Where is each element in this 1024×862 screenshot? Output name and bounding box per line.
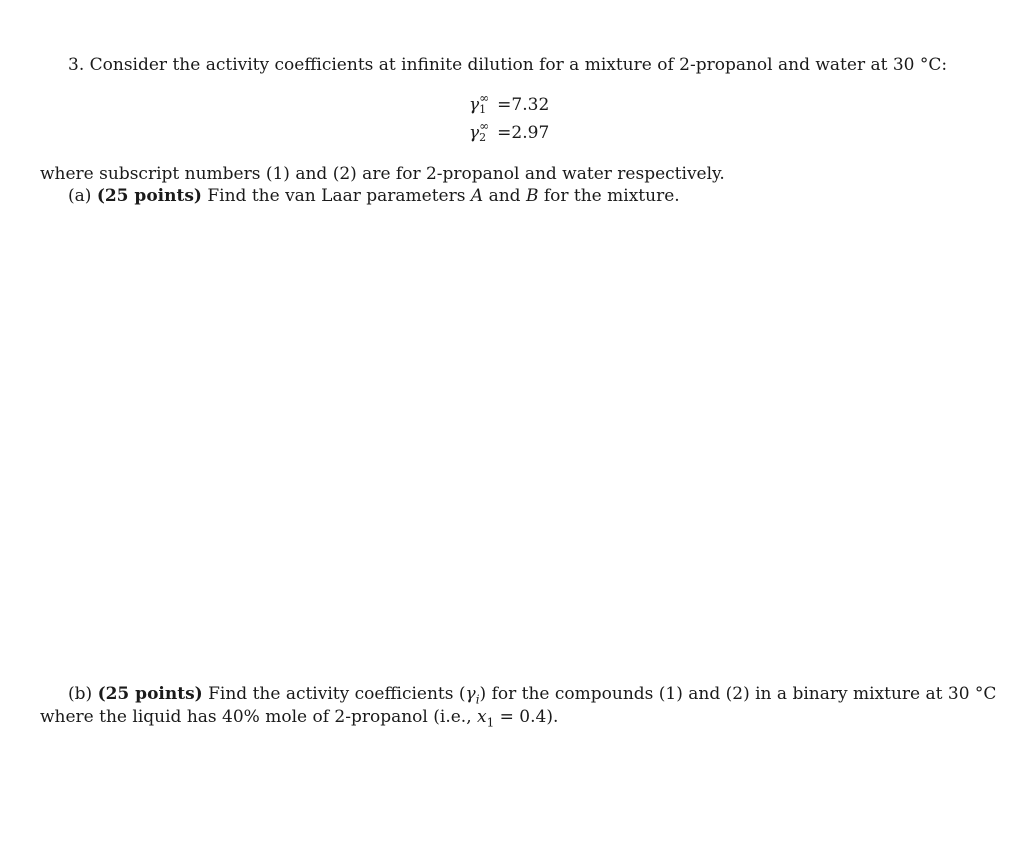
subscript-note: where subscript numbers (1) and (2) are for 2-propanol and water respectively. bbox=[40, 164, 725, 184]
gamma-symbol: γ bbox=[469, 95, 480, 115]
superscript-infinity: ∞ bbox=[479, 119, 490, 133]
equation-gamma1 bbox=[469, 91, 550, 116]
part-b-line1: (b) (25 points) Find the activity coefficients $(\gamma_i)$ for the compounds (1) and (2) in a binary mixture at 30 °C bbox=[68, 684, 997, 707]
subscript-one: 1 bbox=[479, 103, 487, 116]
problem-intro: Consider the activity coefficients at infinite dilution for a mixture of 2-propanol and water at 30 °C: bbox=[89, 55, 948, 75]
part-b-points: (25 points) bbox=[97, 684, 203, 704]
part-b-label: (b) bbox=[68, 684, 93, 704]
gamma1-value: =7.32 bbox=[497, 95, 550, 115]
problem-number: 3. bbox=[68, 55, 85, 75]
part-a-label: (a) bbox=[68, 186, 92, 206]
equation-gamma2 bbox=[469, 119, 550, 144]
var-b: B bbox=[525, 186, 539, 206]
part-a-points: (25 points) bbox=[96, 186, 202, 206]
gamma2-value: =2.97 bbox=[497, 123, 550, 143]
x-var: x bbox=[477, 707, 487, 727]
part-a: (a) (25 points) Find the van Laar parameters A and B for the mixture. bbox=[68, 186, 680, 206]
subscript-two: 2 bbox=[479, 131, 487, 144]
part-b-line2: where the liquid has 40% mole of 2-propanol (i.e., $x_1 = 0.4$). bbox=[40, 707, 559, 730]
var-a: A bbox=[470, 186, 484, 206]
problem-intro-line bbox=[68, 54, 947, 76]
superscript-infinity: ∞ bbox=[479, 91, 490, 105]
gamma-i: γ bbox=[465, 684, 476, 704]
gamma-symbol: γ bbox=[469, 123, 480, 143]
